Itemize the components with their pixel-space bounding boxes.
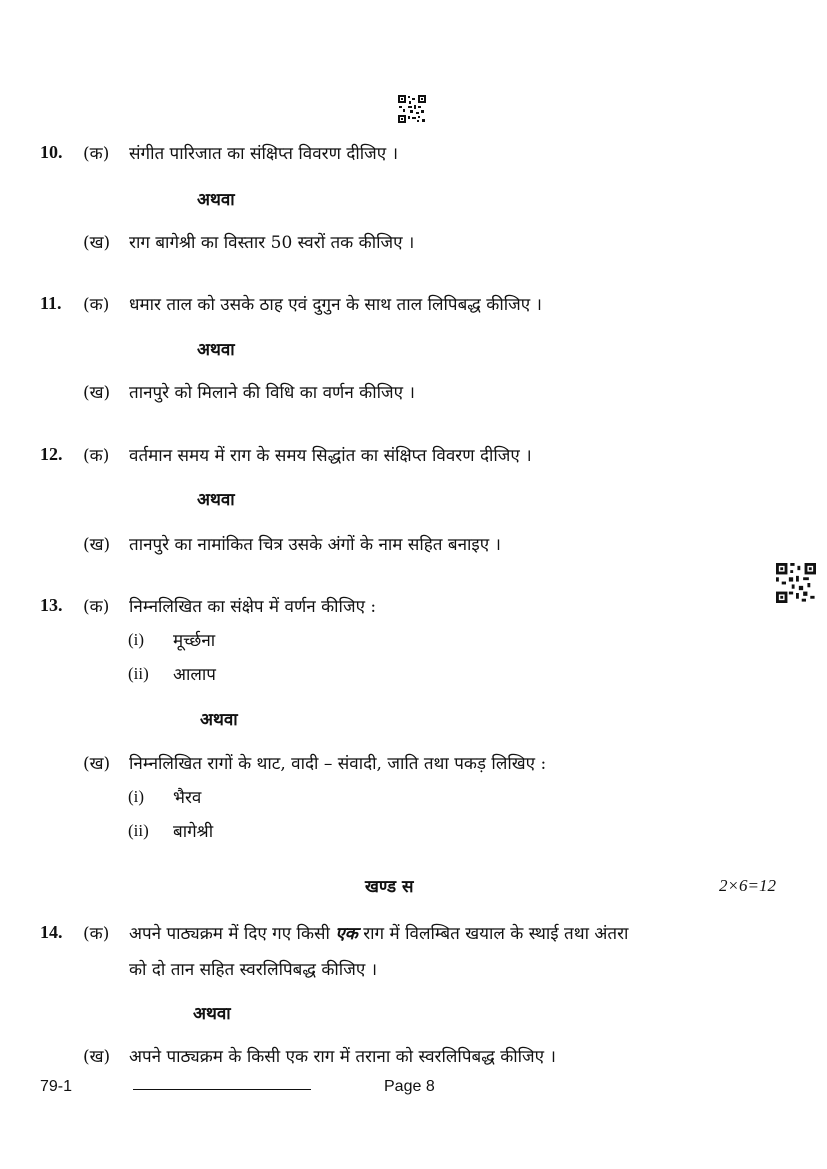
page-number: Page 8 [384, 1078, 435, 1095]
sub-item-number: (i) [128, 630, 145, 649]
section-marks: 2×6=12 [719, 876, 776, 895]
option-label: (क) [83, 446, 110, 466]
question-text-continuation: को दो तान सहित स्वरलिपिबद्ध कीजिए । [129, 960, 378, 980]
question-text: निम्नलिखित रागों के थाट, वादी – संवादी, जाति तथा पकड़ लिखिए : [129, 754, 547, 774]
option-label: (क) [83, 144, 110, 164]
sub-item-number: (ii) [128, 664, 149, 683]
or-separator: अथवा [197, 490, 235, 510]
option-label: (ख) [83, 383, 111, 403]
question-text: तानपुरे का नामांकित चित्र उसके अंगों के नाम सहित बनाइए । [129, 535, 502, 555]
emphasis-word: एक [335, 924, 358, 944]
question-number: 12. [40, 444, 63, 464]
option-label: (क) [83, 295, 110, 315]
sub-item-text: बागेश्री [173, 822, 214, 842]
option-label: (क) [83, 924, 110, 944]
sub-item-number: (ii) [128, 821, 149, 840]
question-number: 10. [40, 142, 63, 162]
question-text: वर्तमान समय में राग के समय सिद्धांत का संक्षिप्त विवरण दीजिए । [129, 446, 532, 466]
sub-item-text: आलाप [173, 665, 216, 685]
or-separator: अथवा [197, 190, 235, 210]
option-label: (ख) [83, 535, 111, 555]
or-separator: अथवा [193, 1004, 231, 1024]
or-separator: अथवा [200, 710, 238, 730]
footer-divider [133, 1089, 311, 1090]
option-label: (क) [83, 597, 110, 617]
question-text: अपने पाठ्यक्रम के किसी एक राग में तराना को स्वरलिपिबद्ध कीजिए । [129, 1047, 556, 1067]
or-separator: अथवा [197, 340, 235, 360]
question-number: 14. [40, 922, 63, 942]
question-text [129, 921, 628, 944]
option-label: (ख) [83, 754, 111, 774]
sub-item-number: (i) [128, 787, 145, 806]
question-number: 13. [40, 595, 63, 615]
qr-code-top [398, 95, 426, 123]
option-label: (ख) [83, 1047, 111, 1067]
question-text: निम्नलिखित का संक्षेप में वर्णन कीजिए : [129, 597, 377, 617]
sub-item-text: भैरव [173, 788, 202, 808]
question-text: धमार ताल को उसके ठाह एवं दुगुन के साथ ताल लिपिबद्ध कीजिए । [129, 295, 542, 315]
paper-code: 79-1 [40, 1078, 73, 1095]
question-text: राग बागेश्री का विस्तार 50 स्वरों तक कीजिए । [129, 233, 415, 253]
option-label: (ख) [83, 233, 111, 253]
question-number: 11. [40, 293, 62, 313]
question-text: तानपुरे को मिलाने की विधि का वर्णन कीजिए । [129, 383, 415, 403]
qr-code-side [776, 563, 816, 603]
sub-item-text: मूर्च्छना [173, 631, 216, 651]
question-text-part: अपने पाठ्यक्रम में दिए गए किसी [129, 924, 330, 944]
question-text-part: राग में विलम्बित खयाल के स्थाई तथा अंतरा [363, 924, 629, 944]
section-title: खण्ड स [365, 877, 414, 897]
question-text: संगीत पारिजात का संक्षिप्त विवरण दीजिए । [129, 144, 399, 164]
